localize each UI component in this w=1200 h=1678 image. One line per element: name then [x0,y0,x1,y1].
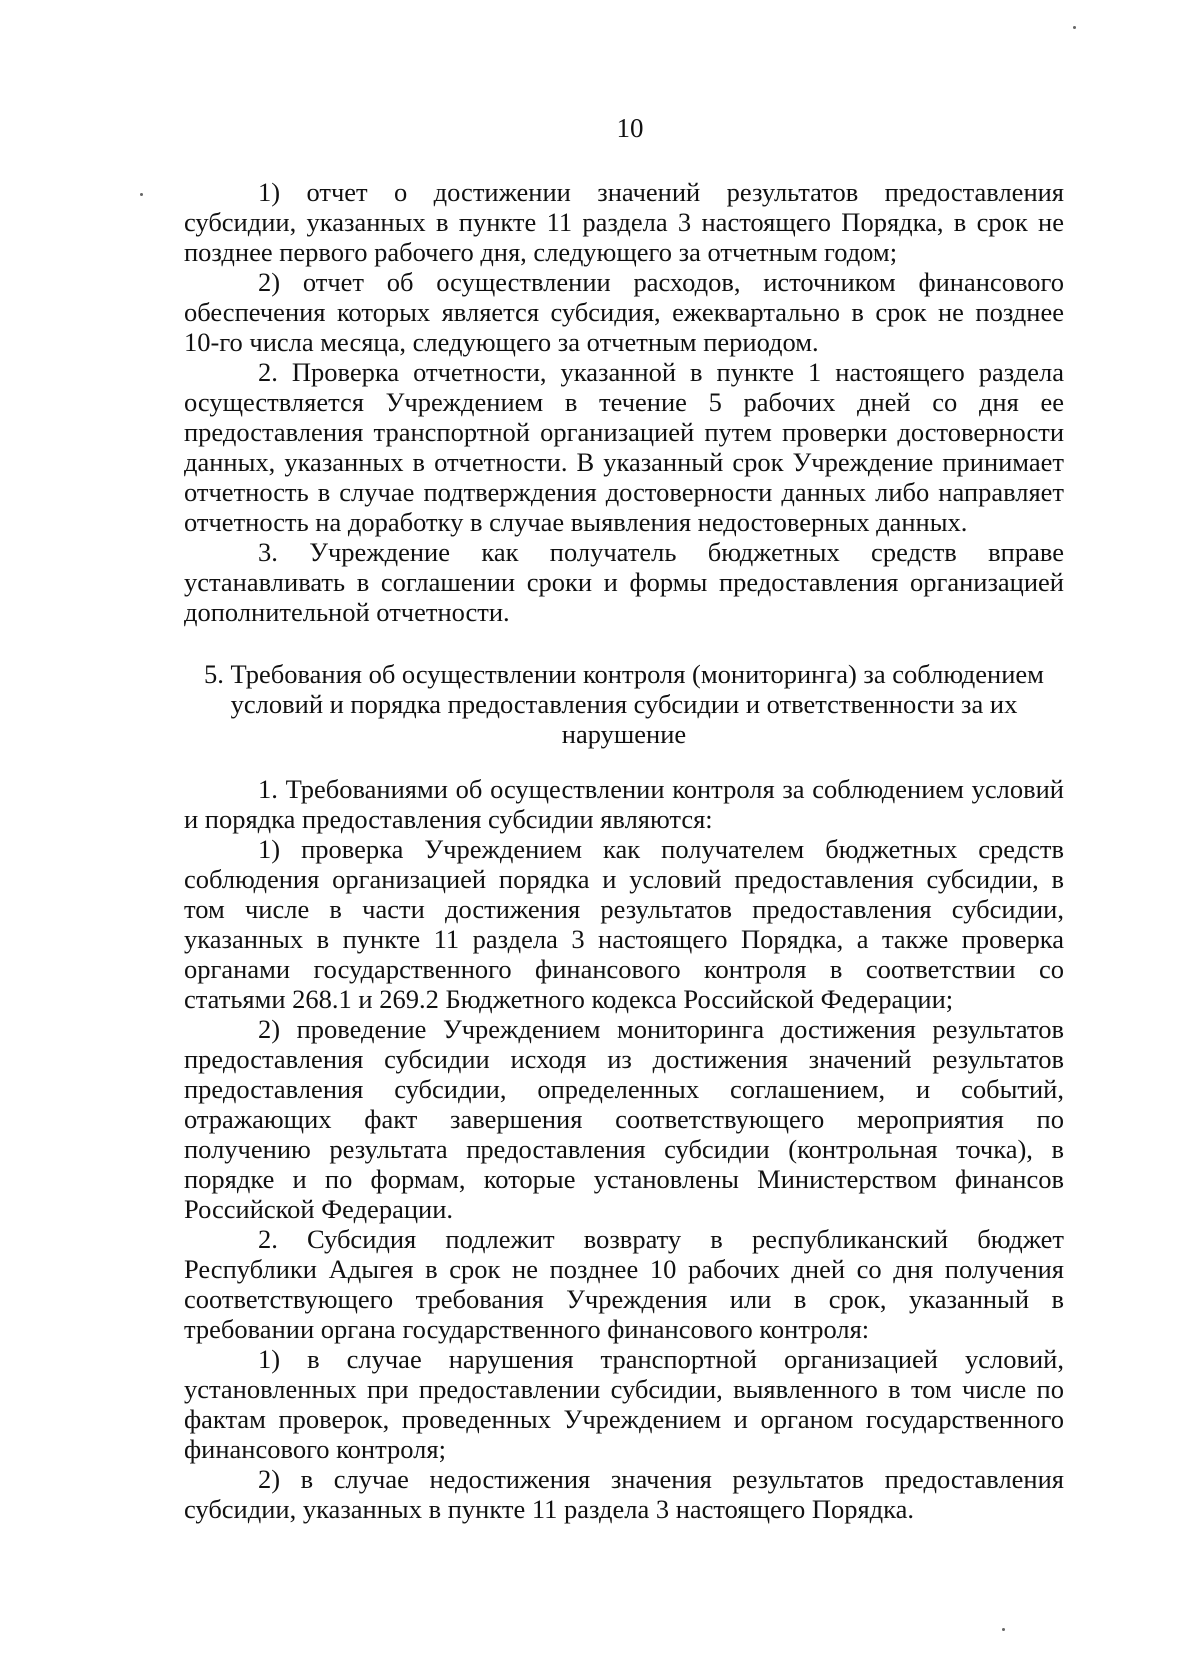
control-paragraphs [184,774,1064,1524]
paragraph: 2. Проверка отчетности, указанной в пункте 1 настоящего раздела осуществляется Учреждением в течение 5 рабочих дней со дня ее предоставления транспортной организацией путем проверки достоверности данных, указанных в отчетности. В указанный срок Учреждение принимает отчетность в случае подтверждения достоверности данных либо направляет отчетность на доработку в случае выявления недостоверных данных. [184,357,1064,537]
paragraph: 1) в случае нарушения транспортной организацией условий, установленных при предоставлении субсидии, выявленного в том числе по фактам проверок, проведенных Учреждением и органом государственного финансового контроля; [184,1344,1064,1464]
paragraph: 3. Учреждение как получатель бюджетных средств вправе устанавливать в соглашении сроки и формы предоставления организацией дополнительной отчетности. [184,537,1064,627]
paragraph: 2) в случае недостижения значения результатов предоставления субсидии, указанных в пункте 11 раздела 3 настоящего Порядка. [184,1464,1064,1524]
page-number: 10 [616,113,644,143]
reporting-paragraphs [184,177,1064,627]
paragraph: 1) проверка Учреждением как получателем бюджетных средств соблюдения организацией порядка и условий предоставления субсидии, в том числе в части достижения результатов предоставления субсидии, указанных в пункте 11 раздела 3 настоящего Порядка, а также проверка органами государственного финансового контроля в соответствии со статьями 268.1 и 269.2 Бюджетного кодекса Российской Федерации; [184,834,1064,1014]
scan-speck [1002,1628,1005,1631]
paragraph: 2. Субсидия подлежит возврату в республиканский бюджет Республики Адыгея в срок не позднее 10 рабочих дней со дня получения соответствующего требования Учреждения или в срок, указанный в требовании органа государственного финансового контроля: [184,1224,1064,1344]
scan-speck [1073,26,1076,29]
paragraph: 2) отчет об осуществлении расходов, источником финансового обеспечения которых является субсидия, ежеквартально в срок не позднее 10-го числа месяца, следующего за отчетным периодом. [184,267,1064,357]
paragraph: 2) проведение Учреждением мониторинга достижения результатов предоставления субсидии исходя из достижения значений результатов предоставления субсидии, определенных соглашением, и событий, отражающих факт завершения соответствующего мероприятия по получению результата предоставления субсидии (контрольная точка), в порядке и по формам, которые установлены Министерством финансов Российской Федерации. [184,1014,1064,1224]
scan-speck [140,193,143,196]
section-heading: 5. Требования об осуществлении контроля (мониторинга) за соблюдением условий и порядка предоставления субсидии и ответственности за их нарушение [204,659,1044,749]
paragraph: 1) отчет о достижении значений результатов предоставления субсидии, указанных в пункте 11 раздела 3 настоящего Порядка, в срок не позднее первого рабочего дня, следующего за отчетным годом; [184,177,1064,267]
paragraph: 1. Требованиями об осуществлении контроля за соблюдением условий и порядка предоставления субсидии являются: [184,774,1064,834]
